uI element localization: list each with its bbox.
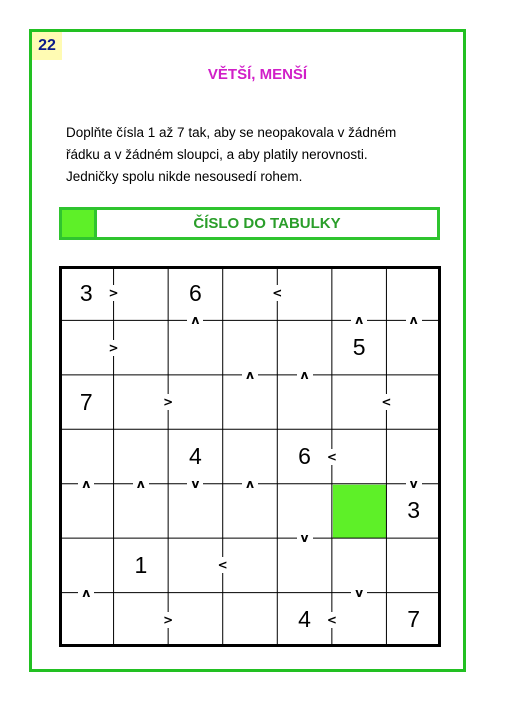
given-number: 6	[298, 442, 311, 469]
inequality-sign: <	[324, 449, 340, 465]
instruction-line: řádku a v žádném sloupci, a aby platily nerovnosti.	[66, 147, 368, 162]
given-number: 7	[79, 388, 93, 415]
inequality-sign: v	[351, 585, 367, 601]
inequality-sign: ʌ	[242, 476, 258, 492]
page-number: 22	[32, 32, 62, 60]
inequality-sign: <	[378, 394, 394, 410]
inequality-sign: ʌ	[351, 312, 367, 328]
given-number: 3	[407, 497, 421, 524]
instruction-line: Doplňte čísla 1 až 7 tak, aby se neopakovala v žádném	[66, 125, 397, 140]
inequality-sign: v	[406, 476, 422, 492]
inequality-sign: ʌ	[242, 367, 258, 383]
inequality-sign: ʌ	[187, 312, 203, 328]
given-number: 7	[407, 606, 421, 633]
given-number: 1	[134, 551, 148, 578]
inequality-sign: >	[106, 340, 122, 356]
inequality-sign: ʌ	[133, 476, 149, 492]
instructions	[66, 122, 466, 188]
given-number: 4	[298, 606, 311, 633]
inequality-sign: >	[106, 285, 122, 301]
inequality-sign: <	[215, 557, 231, 573]
inequality-sign: <	[269, 285, 285, 301]
puzzle-title: VĚTŠÍ, MENŠÍ	[207, 66, 308, 83]
inequality-sign: ʌ	[406, 312, 422, 328]
highlighted-cell[interactable]	[333, 485, 387, 538]
answer-input-box[interactable]	[62, 210, 97, 237]
inequality-sign: >	[160, 394, 176, 410]
puzzle-grid	[59, 266, 441, 647]
answer-bar-label: ČÍSLO DO TABULKY	[193, 215, 341, 232]
answer-bar	[59, 207, 440, 240]
inequality-sign: >	[160, 612, 176, 628]
inequality-sign: ʌ	[78, 476, 94, 492]
given-number: 5	[352, 334, 366, 361]
inequality-sign: ʌ	[78, 585, 94, 601]
instruction-line: Jedničky spolu nikde nesousedí rohem.	[66, 169, 303, 184]
inequality-sign: ʌ	[297, 367, 313, 383]
inequality-sign: <	[324, 612, 340, 628]
given-number: 3	[79, 279, 93, 306]
inequality-sign: v	[187, 476, 203, 492]
inequality-sign: v	[297, 530, 313, 546]
given-number: 4	[189, 442, 202, 469]
given-number: 6	[189, 279, 202, 306]
